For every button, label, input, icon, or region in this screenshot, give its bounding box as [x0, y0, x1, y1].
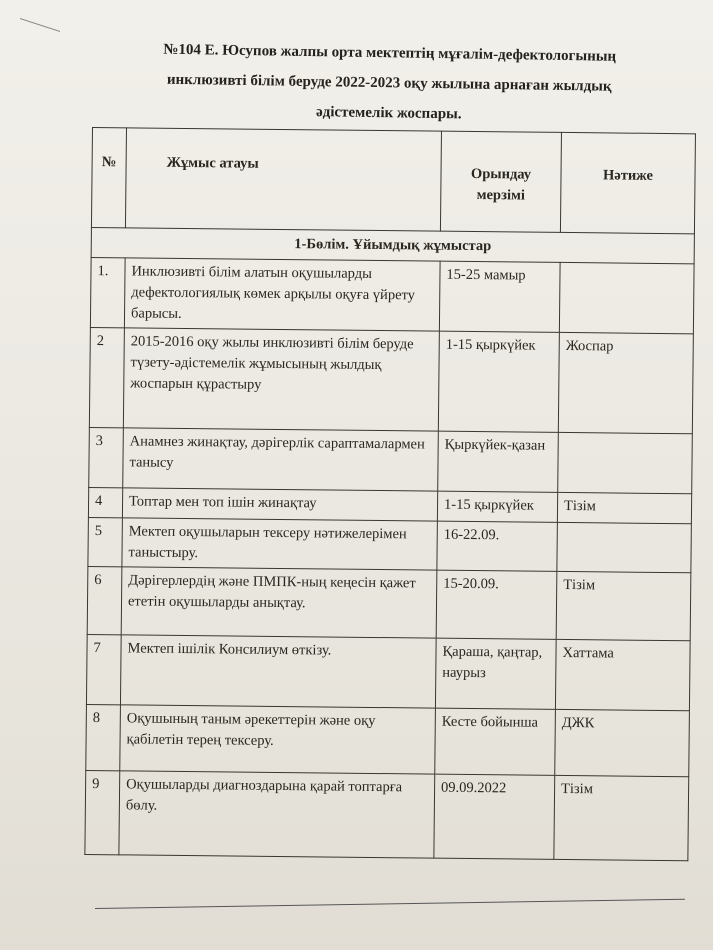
row-result — [559, 262, 694, 333]
header-number: № — [91, 128, 126, 228]
row-deadline: 15-25 мамыр — [439, 261, 560, 332]
row-work-name: Мектеп ішілік Консилиум өткізу. — [120, 635, 436, 708]
table-row — [86, 704, 690, 776]
row-work-name: 2015-2016 оқу жылы инклюзивті білім беруде түзету-әдістемелік жұмысының жылдық жоспарын құрастыру — [123, 328, 439, 431]
row-deadline: Қыркүйек-қазан — [438, 431, 559, 492]
row-number: 4 — [88, 487, 122, 517]
row-result: Хаттама — [555, 639, 690, 710]
table-row — [90, 257, 694, 333]
row-number: 3 — [89, 427, 124, 487]
table-row — [85, 770, 689, 860]
row-result: Жоспар — [558, 332, 693, 433]
row-work-name: Анамнез жинақтау, дәрігерлік сараптамалармен танысу — [123, 428, 439, 491]
table-row — [86, 634, 690, 710]
row-work-name: Инклюзивті білім алатын оқушыларды дефектологиялық көмек арқылы оқуға үйрету барысы. — [124, 258, 440, 331]
title-line-1: №104 Е. Юсупов жалпы орта мектептің мұғалім-дефектологының — [163, 41, 617, 65]
row-deadline: 15-20.09. — [436, 570, 557, 639]
title-line-3: әдістемелік жоспары. — [315, 104, 462, 123]
table-row — [89, 327, 693, 433]
row-number: 2 — [89, 327, 124, 427]
row-result — [557, 522, 692, 572]
table-row — [89, 427, 693, 493]
row-result: Тізім — [557, 492, 691, 523]
row-deadline: 16-22.09. — [437, 521, 558, 571]
row-deadline: 1-15 қыркүйек — [438, 331, 559, 432]
row-work-name: Дәрігерлердің және ПМПК-ның кеңесін қажет ететін оқушыларды анықтау. — [121, 567, 437, 638]
header-deadline: Орындау мерзімі — [440, 131, 561, 232]
plan-table — [84, 127, 696, 861]
row-number: 8 — [86, 704, 121, 770]
header-work-name: Жұмыс атауы — [125, 128, 441, 231]
row-work-name: Мектеп оқушыларын тексеру нәтижелерімен таныстыру. — [122, 518, 437, 570]
row-number: 1. — [90, 257, 125, 327]
table-row — [88, 517, 691, 572]
row-result: ДЖК — [555, 709, 690, 776]
plan-table-wrapper — [84, 127, 695, 861]
table-header-row — [91, 128, 695, 234]
row-number: 9 — [85, 770, 120, 854]
row-deadline: Қараша, қаңтар, наурыз — [435, 638, 556, 709]
row-deadline: Кесте бойынша — [435, 708, 556, 775]
row-number: 5 — [88, 517, 123, 566]
section-title: 1-Бөлім. Ұйымдық жұмыстар — [91, 227, 694, 263]
row-number: 6 — [87, 566, 122, 634]
corner-pen-mark — [20, 0, 60, 32]
row-deadline: 09.09.2022 — [434, 774, 555, 859]
row-work-name: Оқушының таным әрекеттерін және оқу қабілетін терең тексеру. — [120, 705, 436, 774]
row-number: 7 — [86, 634, 121, 704]
header-result: Нәтиже — [560, 132, 695, 233]
document-title — [119, 34, 660, 132]
row-deadline: 1-15 қыркүйек — [437, 491, 557, 522]
row-result — [558, 432, 693, 493]
row-result: Тізім — [556, 571, 691, 640]
row-result: Тізім — [554, 775, 689, 860]
row-work-name: Топтар мен топ ішін жинақтау — [122, 488, 437, 521]
bottom-rule-line — [95, 899, 685, 909]
table-row — [87, 566, 691, 640]
row-work-name: Оқушыларды диагноздарына қарай топтарға бөлу. — [119, 771, 435, 858]
title-line-2: инклюзивті білім беруде 2022-2023 оқу жылына арнаған жылдық — [166, 71, 612, 95]
